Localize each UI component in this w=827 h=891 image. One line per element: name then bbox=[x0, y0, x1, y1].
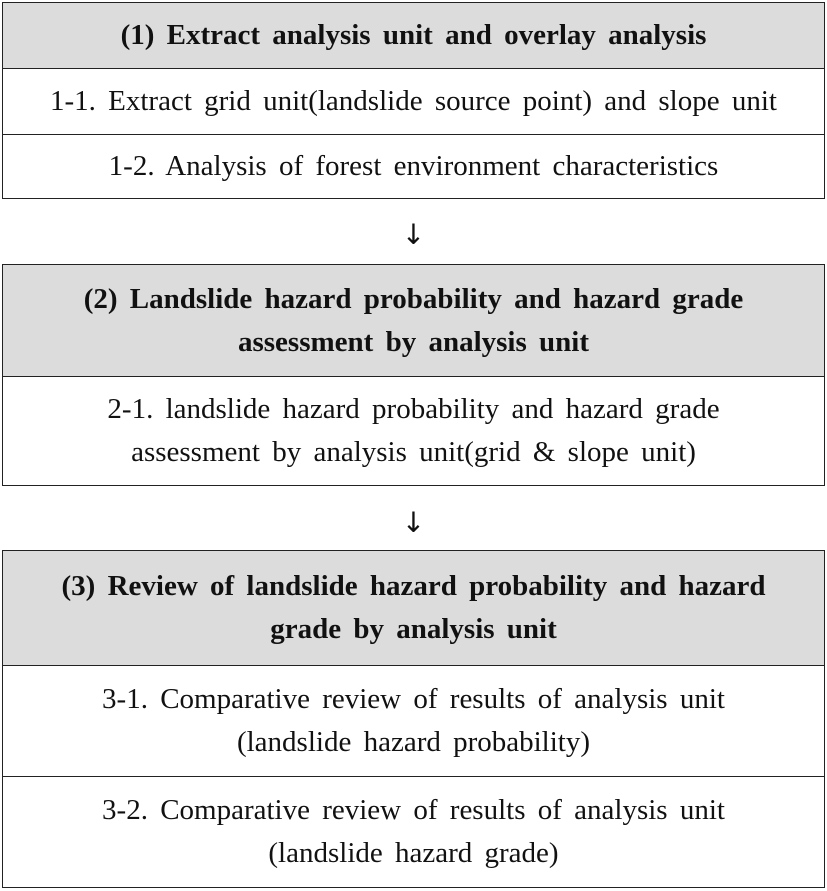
step-2-heading bbox=[3, 265, 824, 376]
step-3-heading-line-1: (3) Review of landslide hazard probability and hazard bbox=[61, 570, 766, 602]
step-1-1-item bbox=[3, 68, 824, 134]
step-2-box bbox=[2, 264, 825, 486]
step-3-box bbox=[2, 550, 825, 888]
step-1-2-item bbox=[3, 134, 824, 198]
step-3-2-item bbox=[3, 776, 824, 887]
step-2-1-item bbox=[3, 376, 824, 485]
step-2-heading-line-1: (2) Landslide hazard probability and hazard grade bbox=[83, 282, 744, 315]
step-1-2-text: 1-2. Analysis of forest environment characteristics bbox=[108, 150, 719, 182]
step-1-heading-text: (1) Extract analysis unit and overlay analysis bbox=[120, 19, 707, 51]
step-1-box bbox=[2, 2, 825, 199]
step-3-1-line-1: 3-1. Comparative review of results of analysis unit bbox=[102, 683, 725, 715]
step-3-1-item bbox=[3, 665, 824, 776]
step-3-heading bbox=[3, 551, 824, 665]
arrow-down-icon: ↓ bbox=[401, 506, 426, 539]
step-3-heading-line-2: grade by analysis unit bbox=[270, 613, 557, 645]
step-1-1-text: 1-1. Extract grid unit(landslide source point) and slope unit bbox=[50, 85, 777, 117]
step-3-2-line-1: 3-2. Comparative review of results of analysis unit bbox=[102, 794, 725, 826]
step-1-heading bbox=[3, 3, 824, 68]
step-3-2-line-2: (landslide hazard grade) bbox=[268, 837, 559, 869]
step-3-1-line-2: (landslide hazard probability) bbox=[236, 726, 591, 758]
step-2-1-line-1: 2-1. landslide hazard probability and hazard grade bbox=[107, 393, 720, 425]
step-2-heading-line-2: assessment by analysis unit bbox=[237, 325, 589, 358]
step-2-1-line-2: assessment by analysis unit(grid & slope unit) bbox=[131, 436, 696, 468]
arrow-down-icon: ↓ bbox=[401, 218, 426, 251]
